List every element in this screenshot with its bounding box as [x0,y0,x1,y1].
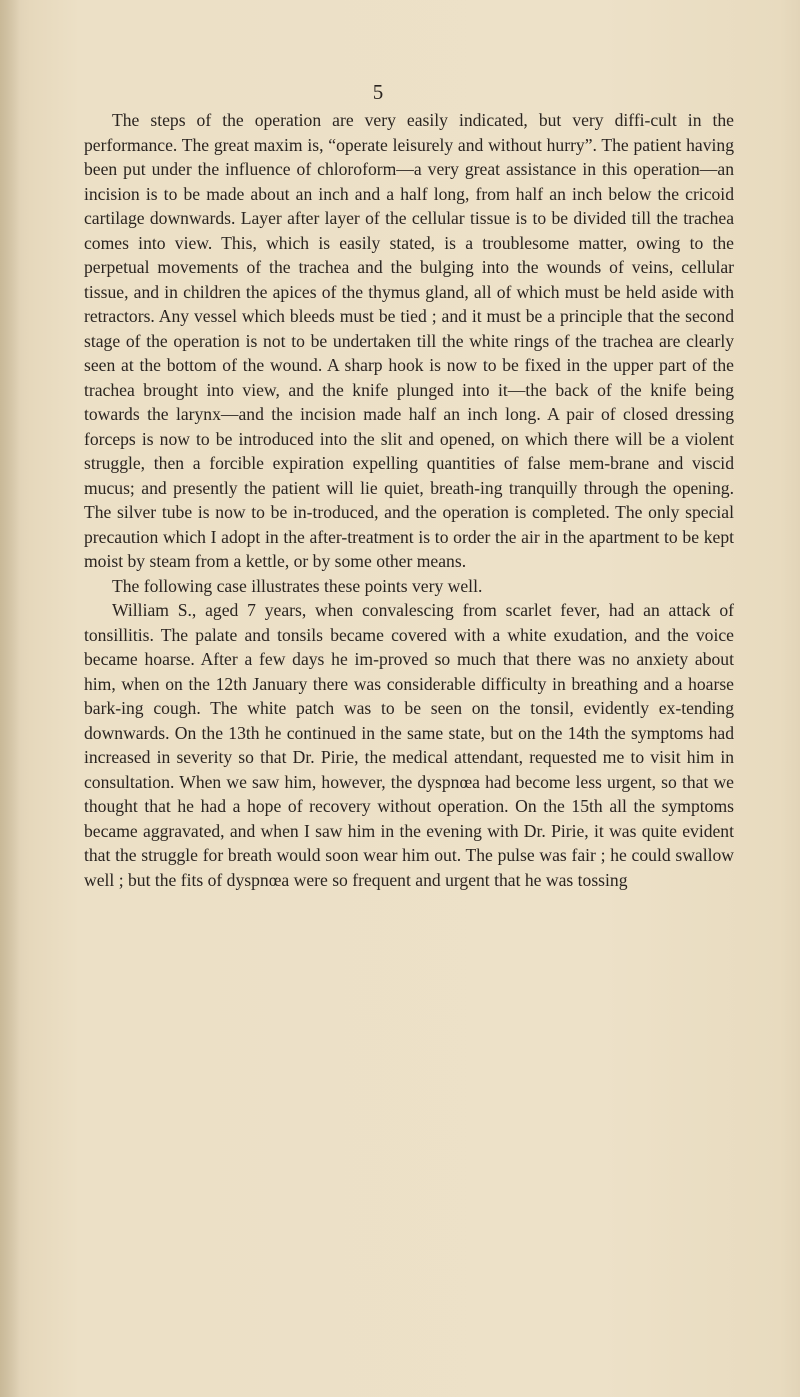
page-binding-edge [0,0,20,1397]
page-number: 5 [372,80,384,104]
paragraph-case-william: William S., aged 7 years, when convalescing from scarlet fever, had an attack of tonsillitis. The palate and tonsils became covered with a white exudation, and the voice became hoarse. After a few days he im-proved so much that there was no anxiety about him, when on the 12th January there was considerable difficulty in breathing and a hoarse bark-ing cough. The white patch was to be seen on the tonsil, evidently ex-tending downwards. On the 13th he continued in the same state, but on the 14th the symptoms had increased in severity so that Dr. Pirie, the medical attendant, requested me to visit him in consultation. When we saw him, however, the dyspnœa had become less urgent, so that we thought that he had a hope of recovery without operation. On the 15th all the symptoms became aggravated, and when I saw him in the evening with Dr. Pirie, it was quite evident that the struggle for breath would soon wear him out. The pulse was fair ; he could swallow well ; but the fits of dyspnœa were so frequent and urgent that he was tossing [84,600,734,890]
paragraph-operation-steps: The steps of the operation are very easily indicated, but very diffi-cult in the performance. The great maxim is, “operate leisurely and without hurry”. The patient having been put under the influence of chloroform—a very great assistance in this operation—an incision is to be made about an inch and a half long, from half an inch below the cricoid cartilage downwards. Layer after layer of the cellular tissue is to be divided till the trachea comes into view. This, which is easily stated, is a troublesome matter, owing to the perpetual movements of the trachea and the bulging into the wounds of veins, cellular tissue, and in children the apices of the thymus gland, all of which must be held aside with retractors. Any vessel which bleeds must be tied ; and it must be a principle that the second stage of the operation is not to be undertaken till the white rings of the trachea are clearly seen at the bottom of the wound. A sharp hook is now to be fixed in the upper part of the trachea brought into view, and the knife plunged into it—the back of the knife being towards the larynx—and the incision made half an inch long. A pair of closed dressing forceps is now to be introduced into the slit and opened, on which there will be a violent struggle, then a forcible expiration expelling quantities of false mem-brane and viscid mucus; and presently the patient will lie quiet, breath-ing tranquilly through the opening. The silver tube is now to be in-troduced, and the operation is completed. The only special precaution which I adopt in the after-treatment is to order the air in the apartment to be kept moist by steam from a kettle, or by some other means. [84,110,734,571]
body-text [84,108,734,892]
paragraph-case-intro: The following case illustrates these points very well. [112,575,483,596]
